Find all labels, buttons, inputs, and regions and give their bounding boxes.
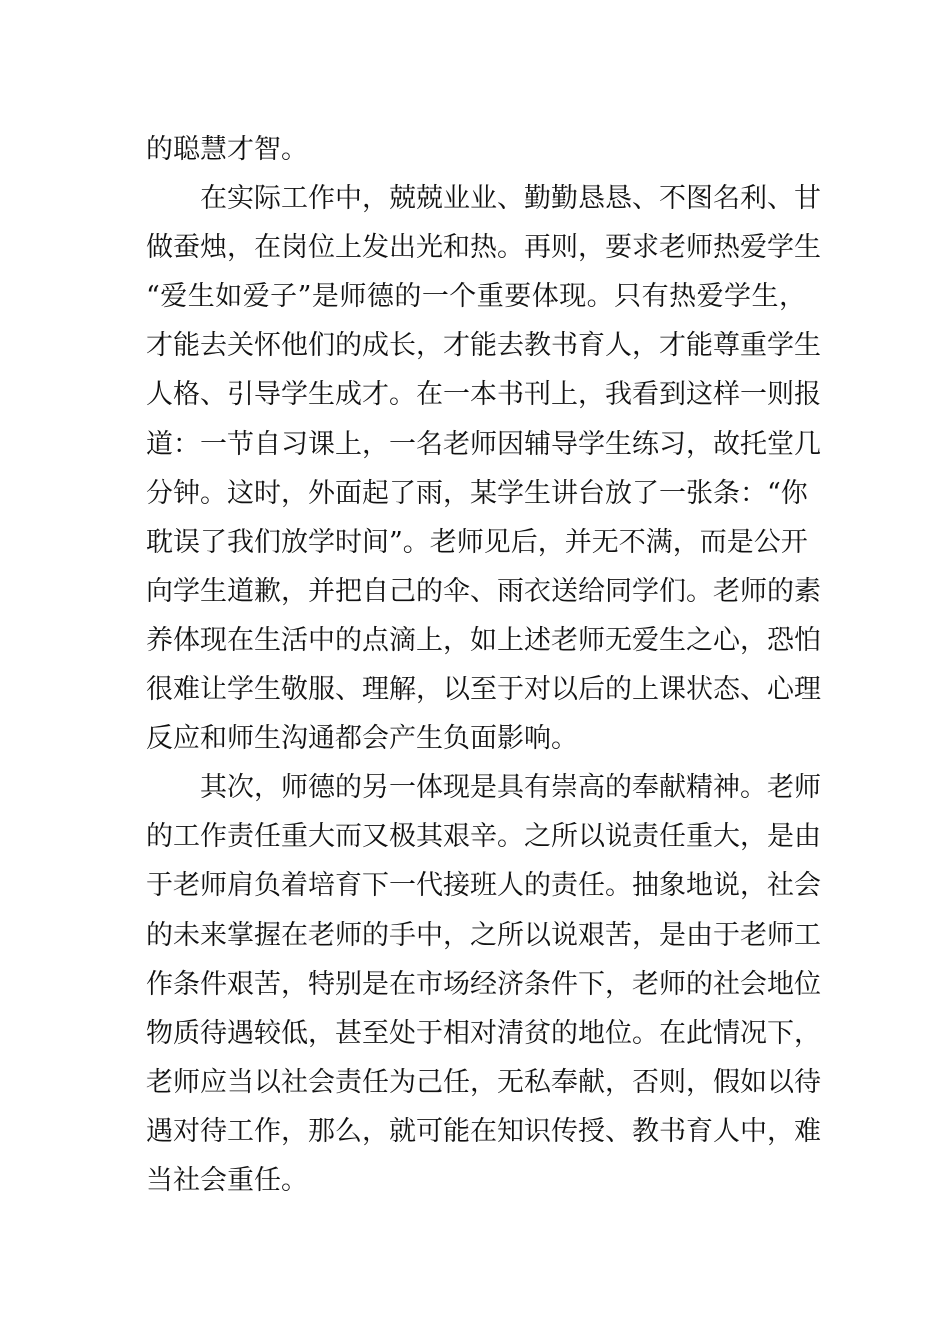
text-line: 道：一节自习课上，一名老师因辅导学生练习，故托堂几	[146, 428, 821, 460]
text-line: 其次，师德的另一体现是具有崇高的奉献精神。老师	[200, 772, 821, 804]
text-line: 老师应当以社会责任为己任，无私奉献，否则，假如以待	[146, 1066, 821, 1098]
text-line: 才能去关怀他们的成长，才能去教书育人，才能尊重学生	[146, 330, 821, 362]
text-line: 人格、引导学生成才。在一本书刊上，我看到这样一则报	[146, 379, 821, 411]
paragraph-1	[146, 125, 806, 174]
text-line: 很难让学生敬服、理解，以至于对以后的上课状态、心理	[146, 674, 821, 706]
text-line: 反应和师生沟通都会产生负面影响。	[146, 723, 578, 755]
text-line: 作条件艰苦，特别是在市场经济条件下，老师的社会地位	[146, 968, 821, 1000]
document-body	[146, 125, 821, 1205]
text-line: 物质待遇较低，甚至处于相对清贫的地位。在此情况下，	[146, 1017, 821, 1049]
text-line: 在实际工作中，兢兢业业、勤勤恳恳、不图名利、甘	[200, 183, 821, 215]
text-line: 的未来掌握在老师的手中，之所以说艰苦，是由于老师工	[146, 919, 821, 951]
text-line: 遇对待工作，那么，就可能在知识传授、教书育人中，难	[146, 1115, 821, 1147]
text-line: 分钟。这时，外面起了雨，某学生讲台放了一张条：“你	[146, 477, 808, 509]
paragraph-3	[146, 763, 821, 1205]
text-line: 于老师肩负着培育下一代接班人的责任。抽象地说，社会	[146, 870, 821, 902]
text-line: 养体现在生活中的点滴上，如上述老师无爱生之心，恐怕	[146, 624, 821, 656]
text-line: 做蚕烛，在岗位上发出光和热。再则，要求老师热爱学生	[146, 232, 821, 264]
text-line: “爱生如爱子”是师德的一个重要体现。只有热爱学生，	[146, 281, 806, 313]
text-line: 的工作责任重大而又极其艰辛。之所以说责任重大，是由	[146, 821, 821, 853]
paragraph-2	[146, 174, 821, 763]
text-line: 的聪慧才智。	[146, 134, 308, 165]
text-line: 向学生道歉，并把自己的伞、雨衣送给同学们。老师的素	[146, 575, 821, 607]
text-line: 当社会重任。	[146, 1164, 308, 1196]
text-line: 耽误了我们放学时间”。老师见后，并无不满，而是公开	[146, 526, 808, 558]
